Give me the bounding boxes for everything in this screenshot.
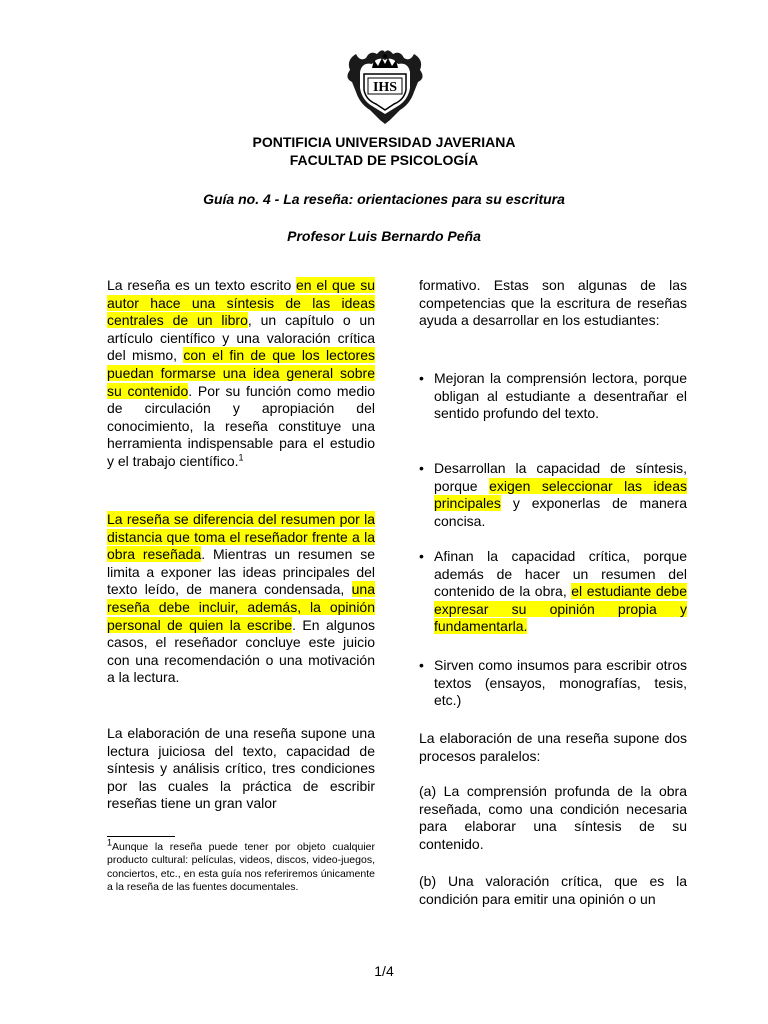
bullet-icon: • [419,548,424,564]
right-column-intro [419,277,687,330]
text-segment: La reseña es un texto escrito [107,277,297,293]
bullet-icon: • [419,370,424,386]
text-segment: . Mientras un resumen se limita a exponer las ideas principales del texto leído, de manera condensada, [107,546,375,598]
university-crest-logo [344,48,426,124]
guide-title: Guía no. 4 - La reseña: orientaciones para su escritura [203,191,565,207]
paragraph-text: La elaboración de una reseña supone una lectura juiciosa del texto, capacidad de síntesis y análisis crítico, tres condiciones por las cuales la práctica de escribir reseñas tiene un gran valor [107,725,375,812]
bullet-text: y exponerlas de manera concisa. [434,495,687,529]
footnote [107,837,375,895]
highlighted-text: con el fin de que los lectores puedan formarse una idea general sobre su contenido [107,347,375,399]
right-column-paragraph-a [419,783,687,853]
highlighted-text: una reseña debe incluir, además, la opinión personal de quien la escribe [107,581,375,633]
right-column-paragraph-procesos [419,730,687,765]
page-number: 1/4 [374,963,394,979]
faculty-name: FACULTAD DE PSICOLOGÍA [289,152,479,168]
paragraph-text: (a) La comprensión profunda de la obra reseñada, como una condición necesaria para elaborar una síntesis de su contenido. [419,783,687,852]
bullet-item-4 [419,657,687,710]
paragraph-text: formativo. Estas son algunas de las competencias que la escritura de reseñas ayuda a desarrollar en los estudiantes: [419,277,687,329]
left-column-paragraph-2 [107,511,375,687]
footnote-text: Aunque la reseña puede tener por objeto cualquier producto cultural: películas, videos, discos, video-juegos, conciertos, etc., en esta guía nos referiremos únicamente a la reseña de las fuentes documentales. [107,841,375,894]
professor-name: Profesor Luis Bernardo Peña [287,228,481,244]
highlighted-text: en el que su autor hace una síntesis de las ideas centrales de un libro [107,277,375,329]
footnote-number: 1 [107,837,113,848]
text-segment: , un capítulo o un artículo científico y una valoración crítica del mismo, [107,312,376,364]
bullet-item-2 [419,460,687,530]
paragraph-text: (b) Una valoración crítica, que es la condición para emitir una opinión o un [419,873,687,907]
bullet-text: Desarrollan la capacidad de síntesis, porque [434,460,687,494]
left-column-paragraph-1 [107,277,375,471]
highlighted-text: exigen seleccionar las ideas principales [434,477,688,512]
footnote-ref: 1 [238,452,244,463]
bullet-text: Afinan la capacidad crítica, porque además de hacer un resumen del contenido de la obra, [434,548,687,600]
bullet-text: Sirven como insumos para escribir otros textos (ensayos, monografías, tesis, etc.) [434,657,687,709]
text-segment: . Por su función como medio de circulación y apropiación del conocimiento, la reseña constituye una herramienta indispensable para el estudio y el trabajo científico. [107,382,375,469]
footnote-separator [107,836,175,837]
bullet-item-3 [419,548,687,636]
university-name: PONTIFICIA UNIVERSIDAD JAVERIANA [252,134,516,150]
svg-text:IHS: IHS [372,80,398,95]
paragraph-text: La elaboración de una reseña supone dos procesos paralelos: [419,730,687,764]
bullet-item-1 [419,370,687,423]
bullet-text: Mejoran la comprensión lectora, porque obligan al estudiante a desentrañar el sentido profundo del texto. [434,370,687,422]
bullet-icon: • [419,657,424,673]
left-column-paragraph-3 [107,725,375,813]
highlighted-text: el estudiante debe expresar su opinión propia y fundamentarla. [434,583,687,635]
bullet-icon: • [419,460,424,476]
text-segment: . En algunos casos, el reseñador concluye este juicio con una recomendación o una motivación a la lectura. [107,616,375,686]
right-column-paragraph-b [419,873,687,908]
highlighted-text: La reseña se diferencia del resumen por la distancia que toma el reseñador frente a la obra reseñada [107,511,375,563]
